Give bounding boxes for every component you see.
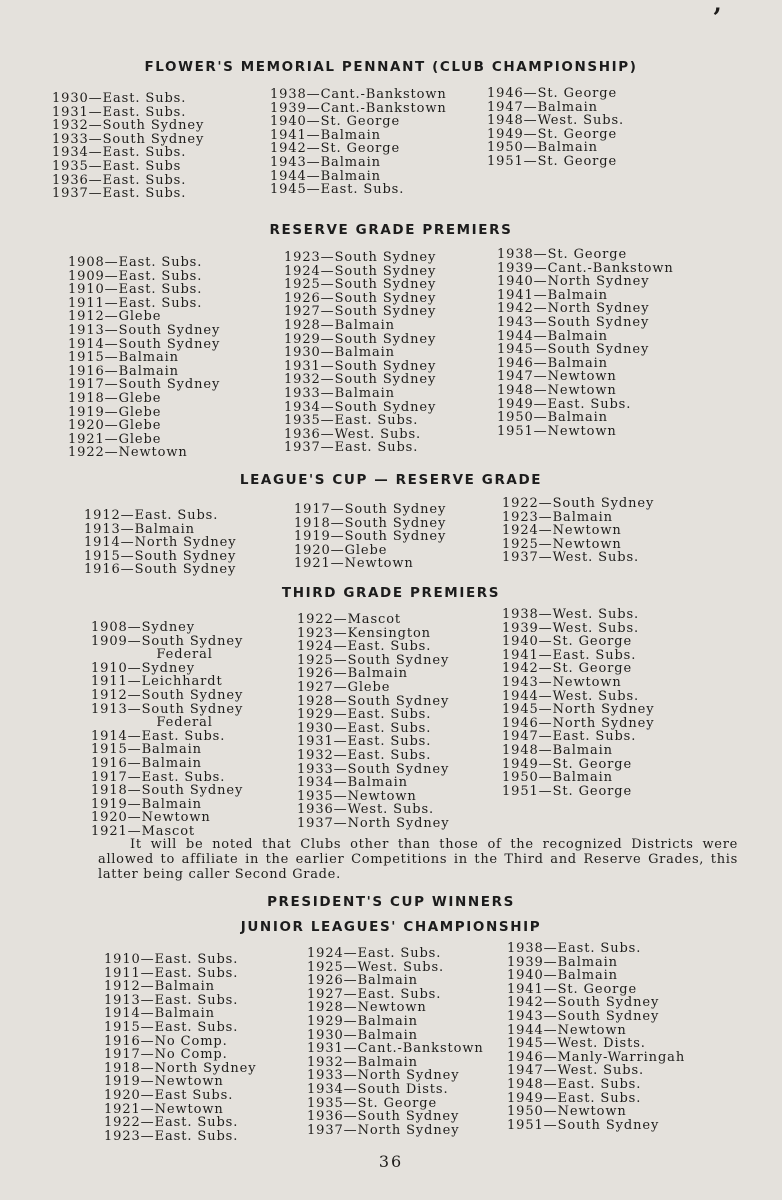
heading-third-grade-premiers: THIRD GRADE PREMIERS (281, 585, 501, 601)
result-entry: 1927—East. Subs. (307, 986, 442, 1002)
result-entry: 1933—South Sydney (52, 131, 205, 147)
result-entry: 1930—East. Subs. (297, 720, 432, 736)
result-entry: 1945—South Sydney (497, 342, 650, 358)
result-entry: 1914—Balmain (104, 1006, 215, 1022)
result-entry: 1918—Glebe (68, 390, 162, 406)
page-number: 36 (378, 1152, 404, 1171)
result-entry: 1922—Mascot (297, 612, 402, 627)
result-entry: 1910—East. Subs. (68, 282, 203, 298)
result-entry: 1949—St. George (487, 126, 618, 142)
result-entry: 1927—Glebe (297, 679, 391, 695)
result-entry: 1925—Newtown (502, 536, 622, 552)
result-entry: 1937—North Sydney (297, 815, 450, 831)
historical-note: It will be noted that Clubs other than those of the recognized Districts were allowed to affiliate in the earlier Competitions in the Third and Reserve Grades, this latter being caller Second Grade. (98, 837, 738, 882)
result-entry: 1938—West. Subs. (502, 607, 640, 622)
result-entry: 1909—East. Subs. (68, 268, 203, 284)
heading-reserve-grade-premiers: RESERVE GRADE PREMIERS (269, 222, 513, 238)
third-grade-column-3 (502, 608, 655, 798)
leagues-cup-column-1 (84, 509, 237, 577)
result-entry: 1943—South Sydney (507, 1008, 660, 1024)
result-entry: 1908—Sydney (91, 620, 195, 635)
result-entry: 1913—Balmain (84, 521, 195, 537)
result-entry: 1932—South Sydney (284, 372, 437, 388)
result-entry: 1922—South Sydney (502, 496, 655, 511)
result-entry: 1914—North Sydney (84, 535, 237, 551)
result-entry: 1924—Newtown (502, 523, 622, 539)
result-entry: 1934—South Dists. (307, 1081, 449, 1097)
result-entry: 1921—Newtown (294, 556, 414, 572)
heading-flowers-memorial-pennant: FLOWER'S MEMORIAL PENNANT (CLUB CHAMPIONSHIP) (144, 59, 638, 75)
result-entry: 1920—Newtown (91, 810, 211, 826)
result-entry: 1942—St. George (502, 661, 633, 677)
result-entry: 1912—East. Subs. (84, 508, 219, 523)
result-entry: 1931—Cant.-Bankstown (307, 1041, 484, 1057)
result-entry: 1939—Cant.-Bankstown (497, 260, 674, 276)
result-entry: 1920—East Subs. (104, 1087, 234, 1103)
result-entry: 1929—South Sydney (284, 331, 437, 347)
result-entry: 1911—Leichhardt (91, 674, 223, 690)
result-entry: Federal (91, 715, 213, 731)
result-entry: 1951—South Sydney (507, 1117, 660, 1133)
result-entry: 1941—East. Subs. (502, 647, 637, 663)
result-entry: 1935—St. George (307, 1095, 438, 1111)
reserve-column-3 (497, 248, 674, 438)
result-entry: 1922—Newtown (68, 445, 188, 461)
result-entry: 1949—East. Subs. (507, 1090, 642, 1106)
result-entry: 1948—Balmain (502, 742, 613, 758)
pennant-column-3 (487, 87, 624, 169)
presidents-cup-column-1 (104, 953, 257, 1143)
result-entry: 1932—South Sydney (52, 118, 205, 134)
result-entry: 1944—Balmain (270, 168, 381, 184)
result-entry: 1933—Balmain (284, 385, 395, 401)
result-entry: 1940—North Sydney (497, 274, 650, 290)
result-entry: 1924—South Sydney (284, 263, 437, 279)
pennant-column-1 (52, 92, 204, 201)
result-entry: 1946—St. George (487, 86, 618, 101)
subheading-junior-leagues-championship: JUNIOR LEAGUES' CHAMPIONSHIP (240, 919, 542, 935)
result-entry: 1923—Kensington (297, 625, 431, 641)
result-entry: 1936—West. Subs. (297, 802, 435, 818)
result-entry: 1936—South Sydney (307, 1109, 460, 1125)
result-entry: 1937—North Sydney (307, 1122, 460, 1138)
result-entry: 1919—South Sydney (294, 529, 447, 545)
reserve-column-1 (68, 256, 220, 460)
result-entry: 1939—Cant.-Bankstown (270, 100, 447, 116)
result-entry: 1931—East. Subs. (297, 734, 432, 750)
result-entry: 1931—South Sydney (284, 358, 437, 374)
result-entry: 1915—Balmain (91, 742, 202, 758)
result-entry: 1948—West. Subs. (487, 113, 625, 129)
result-entry: 1915—South Sydney (84, 548, 237, 564)
result-entry: 1944—West. Subs. (502, 688, 640, 704)
result-entry: 1943—Balmain (270, 154, 381, 170)
result-entry: 1940—St. George (502, 634, 633, 650)
result-entry: 1916—Balmain (68, 363, 179, 379)
result-entry: 1918—North Sydney (104, 1060, 257, 1076)
heading-presidents-cup-winners: PRESIDENT'S CUP WINNERS (267, 894, 515, 910)
result-entry: 1950—Balmain (487, 140, 598, 156)
result-entry: 1943—South Sydney (497, 314, 650, 330)
result-entry: 1941—St. George (507, 981, 638, 997)
result-entry: 1914—East. Subs. (91, 728, 226, 744)
result-entry: 1935—East. Subs. (284, 413, 419, 429)
result-entry: 1935—Newtown (297, 788, 417, 804)
result-entry: 1926—South Sydney (284, 290, 437, 306)
result-entry: 1929—Balmain (307, 1013, 418, 1029)
result-entry: 1945—East. Subs. (270, 182, 405, 198)
result-entry: 1925—West. Subs. (307, 959, 445, 975)
result-entry: 1928—Balmain (284, 317, 395, 333)
result-entry: 1920—Glebe (68, 418, 162, 434)
third-grade-column-1 (91, 621, 243, 839)
result-entry: 1917—South Sydney (68, 377, 221, 393)
result-entry: 1950—Newtown (507, 1104, 627, 1120)
result-entry: 1917—East. Subs. (91, 769, 226, 785)
reserve-column-2 (284, 251, 436, 455)
result-entry: 1946—Balmain (497, 355, 608, 371)
result-entry: 1913—South Sydney (68, 322, 221, 338)
result-entry: 1951—St. George (487, 153, 618, 169)
result-entry: 1939—West. Subs. (502, 620, 640, 636)
result-entry: 1928—Newtown (307, 1000, 427, 1016)
result-entry: 1949—St. George (502, 756, 633, 772)
result-entry: 1924—East. Subs. (307, 946, 442, 961)
result-entry: 1945—North Sydney (502, 702, 655, 718)
result-entry: 1910—East. Subs. (104, 952, 239, 967)
result-entry: 1944—Balmain (497, 328, 608, 344)
result-entry: 1916—South Sydney (84, 562, 237, 578)
result-entry: 1919—Glebe (68, 404, 162, 420)
result-entry: 1937—East. Subs. (284, 440, 419, 456)
result-entry: 1931—East. Subs. (52, 104, 187, 120)
result-entry: 1946—Manly-Warringah (507, 1049, 686, 1065)
result-entry: 1947—West. Subs. (507, 1063, 645, 1079)
result-entry: 1937—West. Subs. (502, 550, 640, 566)
heading-leagues-cup-reserve-grade: LEAGUE'S CUP — RESERVE GRADE (239, 472, 543, 488)
pennant-column-2 (270, 88, 447, 197)
result-entry: 1929—East. Subs. (297, 707, 432, 723)
result-entry: 1920—Glebe (294, 542, 388, 558)
result-entry: 1940—Balmain (507, 968, 618, 984)
result-entry: 1934—East. Subs. (52, 145, 187, 161)
result-entry: 1919—Newtown (104, 1074, 224, 1090)
result-entry: 1927—South Sydney (284, 304, 437, 320)
result-entry: 1941—Balmain (270, 127, 381, 143)
result-entry: 1930—Balmain (307, 1027, 418, 1043)
result-entry: 1951—Newtown (497, 423, 617, 439)
result-entry: 1941—Balmain (497, 287, 608, 303)
result-entry: 1949—East. Subs. (497, 396, 632, 412)
result-entry: 1942—South Sydney (507, 995, 660, 1011)
result-entry: 1933—South Sydney (297, 761, 450, 777)
result-entry: 1921—Glebe (68, 431, 162, 447)
result-entry: 1918—South Sydney (294, 515, 447, 531)
result-entry: 1938—St. George (497, 247, 628, 262)
result-entry: 1923—Balmain (502, 509, 613, 525)
result-entry: Federal (91, 647, 213, 663)
result-entry: 1928—South Sydney (297, 693, 450, 709)
result-entry: 1940—St. George (270, 114, 401, 130)
result-entry: 1938—East. Subs. (507, 941, 642, 956)
result-entry: 1934—Balmain (297, 775, 408, 791)
result-entry: 1935—East. Subs (52, 158, 182, 174)
result-entry: 1948—Newtown (497, 382, 617, 398)
result-entry: 1925—South Sydney (284, 277, 437, 293)
leagues-cup-column-2 (294, 503, 446, 571)
result-entry: 1915—Balmain (68, 350, 179, 366)
result-entry: 1909—South Sydney (91, 633, 244, 649)
presidents-cup-column-3 (507, 942, 685, 1132)
result-entry: 1936—East. Subs. (52, 172, 187, 188)
result-entry: 1908—East. Subs. (68, 255, 203, 270)
result-entry: 1937—East. Subs. (52, 186, 187, 202)
result-entry: 1913—East. Subs. (104, 992, 239, 1008)
result-entry: 1950—Balmain (497, 410, 608, 426)
result-entry: 1942—North Sydney (497, 301, 650, 317)
presidents-cup-column-2 (307, 947, 484, 1137)
result-entry: 1948—East. Subs. (507, 1076, 642, 1092)
result-entry: 1947—East. Subs. (502, 729, 637, 745)
result-entry: 1947—Balmain (487, 99, 598, 115)
result-entry: 1913—South Sydney (91, 701, 244, 717)
result-entry: 1922—East. Subs. (104, 1115, 239, 1131)
result-entry: 1947—Newtown (497, 369, 617, 385)
result-entry: 1950—Balmain (502, 770, 613, 786)
result-entry: 1915—East. Subs. (104, 1019, 239, 1035)
result-entry: 1911—East. Subs. (104, 965, 239, 981)
result-entry: 1943—Newtown (502, 674, 622, 690)
result-entry: 1938—Cant.-Bankstown (270, 87, 447, 102)
result-entry: 1926—Balmain (307, 973, 418, 989)
result-entry: 1932—Balmain (307, 1054, 418, 1070)
result-entry: 1930—East. Subs. (52, 91, 187, 106)
corner-mark: ʼ (712, 4, 722, 34)
result-entry: 1923—East. Subs. (104, 1128, 239, 1144)
result-entry: 1916—No Comp. (104, 1033, 228, 1049)
result-entry: 1933—North Sydney (307, 1068, 460, 1084)
result-entry: 1921—Newtown (104, 1101, 224, 1117)
result-entry: 1945—West. Dists. (507, 1036, 646, 1052)
result-entry: 1912—South Sydney (91, 687, 244, 703)
result-entry: 1917—No Comp. (104, 1047, 228, 1063)
result-entry: 1946—North Sydney (502, 715, 655, 731)
result-entry: 1916—Balmain (91, 755, 202, 771)
result-entry: 1924—East. Subs. (297, 639, 432, 655)
result-entry: 1911—East. Subs. (68, 295, 203, 311)
result-entry: 1942—St. George (270, 141, 401, 157)
result-entry: 1914—South Sydney (68, 336, 221, 352)
result-entry: 1912—Glebe (68, 309, 162, 325)
result-entry: 1918—South Sydney (91, 783, 244, 799)
result-entry: 1930—Balmain (284, 345, 395, 361)
result-entry: 1925—South Sydney (297, 652, 450, 668)
result-entry: 1936—West. Subs. (284, 426, 422, 442)
result-entry: 1912—Balmain (104, 979, 215, 995)
result-entry: 1932—East. Subs. (297, 747, 432, 763)
result-entry: 1923—South Sydney (284, 250, 437, 265)
result-entry: 1910—Sydney (91, 660, 195, 676)
result-entry: 1926—Balmain (297, 666, 408, 682)
result-entry: 1951—St. George (502, 783, 633, 799)
result-entry: 1921—Mascot (91, 823, 196, 839)
third-grade-column-2 (297, 613, 450, 831)
result-entry: 1939—Balmain (507, 954, 618, 970)
result-entry: 1917—South Sydney (294, 502, 447, 517)
result-entry: 1934—South Sydney (284, 399, 437, 415)
leagues-cup-column-3 (502, 497, 654, 565)
result-entry: 1919—Balmain (91, 796, 202, 812)
result-entry: 1944—Newtown (507, 1022, 627, 1038)
